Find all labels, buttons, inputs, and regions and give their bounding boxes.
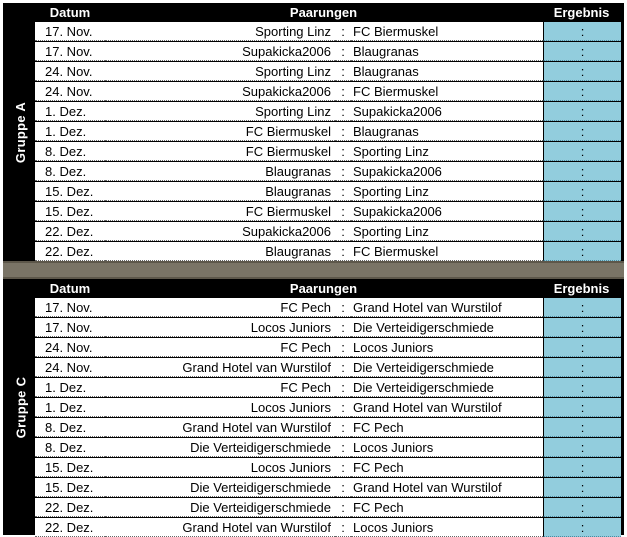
table-row xyxy=(35,478,621,497)
pairing-separator: : xyxy=(335,378,351,397)
pairing-separator: : xyxy=(335,202,351,221)
table-row xyxy=(35,42,621,61)
table-row xyxy=(35,458,621,477)
pairing-separator: : xyxy=(335,242,351,261)
result-cell[interactable]: : xyxy=(543,42,621,61)
pairing-separator: : xyxy=(335,182,351,201)
table-row xyxy=(35,378,621,397)
match-date: 24. Nov. xyxy=(35,82,105,101)
pairing-separator: : xyxy=(335,42,351,61)
table-row xyxy=(35,122,621,141)
table-row xyxy=(35,162,621,181)
table-header xyxy=(35,5,621,21)
pairing-separator: : xyxy=(335,338,351,357)
match-date: 15. Dez. xyxy=(35,478,105,497)
table-row xyxy=(35,338,621,357)
home-team: Sporting Linz xyxy=(105,62,335,81)
result-cell[interactable]: : xyxy=(543,22,621,41)
match-date: 17. Nov. xyxy=(35,22,105,41)
result-cell[interactable]: : xyxy=(543,458,621,477)
match-date: 22. Dez. xyxy=(35,222,105,241)
result-cell[interactable]: : xyxy=(543,318,621,337)
result-cell[interactable]: : xyxy=(543,478,621,497)
table-body xyxy=(35,22,621,261)
result-cell[interactable]: : xyxy=(543,418,621,437)
pairing-separator: : xyxy=(335,458,351,477)
table-row xyxy=(35,62,621,81)
home-team: FC Pech xyxy=(105,298,335,317)
home-team: Die Verteidigerschmiede xyxy=(105,438,335,457)
home-team: Blaugranas xyxy=(105,162,335,181)
result-cell[interactable]: : xyxy=(543,182,621,201)
pairing-separator: : xyxy=(335,222,351,241)
match-date: 17. Nov. xyxy=(35,318,105,337)
header-date: Datum xyxy=(49,5,91,20)
table-row xyxy=(35,418,621,437)
pairing-separator: : xyxy=(335,102,351,121)
match-date: 22. Dez. xyxy=(35,518,105,537)
table-row xyxy=(35,222,621,241)
table-row xyxy=(35,518,621,537)
home-team: FC Pech xyxy=(105,338,335,357)
away-team: Sporting Linz xyxy=(351,222,543,241)
fixture-table xyxy=(35,281,621,537)
match-date: 24. Nov. xyxy=(35,358,105,377)
table-row xyxy=(35,318,621,337)
home-team: Locos Juniors xyxy=(105,458,335,477)
table-row xyxy=(35,298,621,317)
group-a-panel xyxy=(3,3,624,261)
pairing-separator: : xyxy=(335,122,351,141)
pairing-separator: : xyxy=(335,478,351,497)
away-team: Die Verteidigerschmiede xyxy=(351,358,543,377)
table-body xyxy=(35,298,621,537)
home-team: FC Pech xyxy=(105,378,335,397)
pairing-separator: : xyxy=(335,418,351,437)
away-team: Blaugranas xyxy=(351,42,543,61)
result-cell[interactable]: : xyxy=(543,378,621,397)
result-cell[interactable]: : xyxy=(543,62,621,81)
away-team: Blaugranas xyxy=(351,62,543,81)
away-team: Grand Hotel van Wurstilof xyxy=(351,398,543,417)
away-team: Sporting Linz xyxy=(351,142,543,161)
away-team: FC Biermuskel xyxy=(351,242,543,261)
away-team: Die Verteidigerschmiede xyxy=(351,378,543,397)
header-result: Ergebnis xyxy=(553,281,610,296)
pairing-separator: : xyxy=(335,162,351,181)
home-team: Locos Juniors xyxy=(105,398,335,417)
match-date: 8. Dez. xyxy=(35,162,105,181)
group-name: Gruppe C xyxy=(13,376,29,438)
result-cell[interactable]: : xyxy=(543,102,621,121)
home-team: Sporting Linz xyxy=(105,102,335,121)
away-team: FC Pech xyxy=(351,458,543,477)
away-team: Grand Hotel van Wurstilof xyxy=(351,478,543,497)
result-cell[interactable]: : xyxy=(543,438,621,457)
match-date: 22. Dez. xyxy=(35,242,105,261)
away-team: Locos Juniors xyxy=(351,518,543,537)
home-team: Blaugranas xyxy=(105,182,335,201)
pairing-separator: : xyxy=(335,438,351,457)
away-team: FC Pech xyxy=(351,498,543,517)
match-date: 15. Dez. xyxy=(35,458,105,477)
pairing-separator: : xyxy=(335,498,351,517)
table-row xyxy=(35,102,621,121)
result-cell[interactable]: : xyxy=(543,498,621,517)
match-date: 1. Dez. xyxy=(35,378,105,397)
home-team: FC Biermuskel xyxy=(105,202,335,221)
away-team: FC Pech xyxy=(351,418,543,437)
match-date: 15. Dez. xyxy=(35,182,105,201)
away-team: FC Biermuskel xyxy=(351,22,543,41)
away-team: Grand Hotel van Wurstilof xyxy=(351,298,543,317)
home-team: Blaugranas xyxy=(105,242,335,261)
home-team: Supakicka2006 xyxy=(105,42,335,61)
match-date: 8. Dez. xyxy=(35,438,105,457)
table-row xyxy=(35,202,621,221)
group-label xyxy=(6,3,36,261)
away-team: FC Biermuskel xyxy=(351,82,543,101)
away-team: Supakicka2006 xyxy=(351,202,543,221)
table-row xyxy=(35,22,621,41)
home-team: Die Verteidigerschmiede xyxy=(105,498,335,517)
result-cell[interactable]: : xyxy=(543,242,621,261)
away-team: Supakicka2006 xyxy=(351,162,543,181)
header-pairings: Paarungen xyxy=(289,281,358,296)
result-cell[interactable]: : xyxy=(543,398,621,417)
group-name: Gruppe A xyxy=(13,101,29,163)
home-team: Sporting Linz xyxy=(105,22,335,41)
match-date: 24. Nov. xyxy=(35,338,105,357)
header-pairings: Paarungen xyxy=(289,5,358,20)
result-cell[interactable]: : xyxy=(543,358,621,377)
header-result: Ergebnis xyxy=(553,5,610,20)
result-cell[interactable]: : xyxy=(543,82,621,101)
match-date: 1. Dez. xyxy=(35,122,105,141)
away-team: Locos Juniors xyxy=(351,338,543,357)
match-date: 8. Dez. xyxy=(35,418,105,437)
match-date: 15. Dez. xyxy=(35,202,105,221)
table-row xyxy=(35,438,621,457)
table-row xyxy=(35,398,621,417)
pairing-separator: : xyxy=(335,62,351,81)
home-team: FC Biermuskel xyxy=(105,142,335,161)
group-label xyxy=(6,279,36,535)
match-date: 17. Nov. xyxy=(35,298,105,317)
away-team: Die Verteidigerschmiede xyxy=(351,318,543,337)
pairing-separator: : xyxy=(335,318,351,337)
home-team: Grand Hotel van Wurstilof xyxy=(105,518,335,537)
table-row xyxy=(35,82,621,101)
pairing-separator: : xyxy=(335,82,351,101)
result-cell[interactable]: : xyxy=(543,122,621,141)
table-row xyxy=(35,142,621,161)
result-cell[interactable]: : xyxy=(543,142,621,161)
match-date: 22. Dez. xyxy=(35,498,105,517)
home-team: Locos Juniors xyxy=(105,318,335,337)
home-team: Grand Hotel van Wurstilof xyxy=(105,358,335,377)
away-team: Blaugranas xyxy=(351,122,543,141)
pairing-separator: : xyxy=(335,358,351,377)
pairing-separator: : xyxy=(335,518,351,537)
home-team: FC Biermuskel xyxy=(105,122,335,141)
match-date: 17. Nov. xyxy=(35,42,105,61)
home-team: Die Verteidigerschmiede xyxy=(105,478,335,497)
match-date: 1. Dez. xyxy=(35,398,105,417)
result-cell[interactable]: : xyxy=(543,202,621,221)
away-team: Supakicka2006 xyxy=(351,102,543,121)
group-separator xyxy=(3,261,624,279)
match-date: 1. Dez. xyxy=(35,102,105,121)
away-team: Locos Juniors xyxy=(351,438,543,457)
result-cell[interactable]: : xyxy=(543,222,621,241)
pairing-separator: : xyxy=(335,298,351,317)
pairing-separator: : xyxy=(335,398,351,417)
match-date: 24. Nov. xyxy=(35,62,105,81)
result-cell[interactable]: : xyxy=(543,162,621,181)
home-team: Supakicka2006 xyxy=(105,222,335,241)
match-date: 8. Dez. xyxy=(35,142,105,161)
result-cell[interactable]: : xyxy=(543,518,621,537)
header-date: Datum xyxy=(49,281,91,296)
table-header xyxy=(35,281,621,297)
table-row xyxy=(35,498,621,517)
result-cell[interactable]: : xyxy=(543,338,621,357)
fixture-table xyxy=(35,5,621,261)
result-cell[interactable]: : xyxy=(543,298,621,317)
table-row xyxy=(35,358,621,377)
table-row xyxy=(35,182,621,201)
group-c-panel xyxy=(3,279,624,535)
home-team: Supakicka2006 xyxy=(105,82,335,101)
table-row xyxy=(35,242,621,261)
pairing-separator: : xyxy=(335,142,351,161)
away-team: Sporting Linz xyxy=(351,182,543,201)
pairing-separator: : xyxy=(335,22,351,41)
home-team: Grand Hotel van Wurstilof xyxy=(105,418,335,437)
